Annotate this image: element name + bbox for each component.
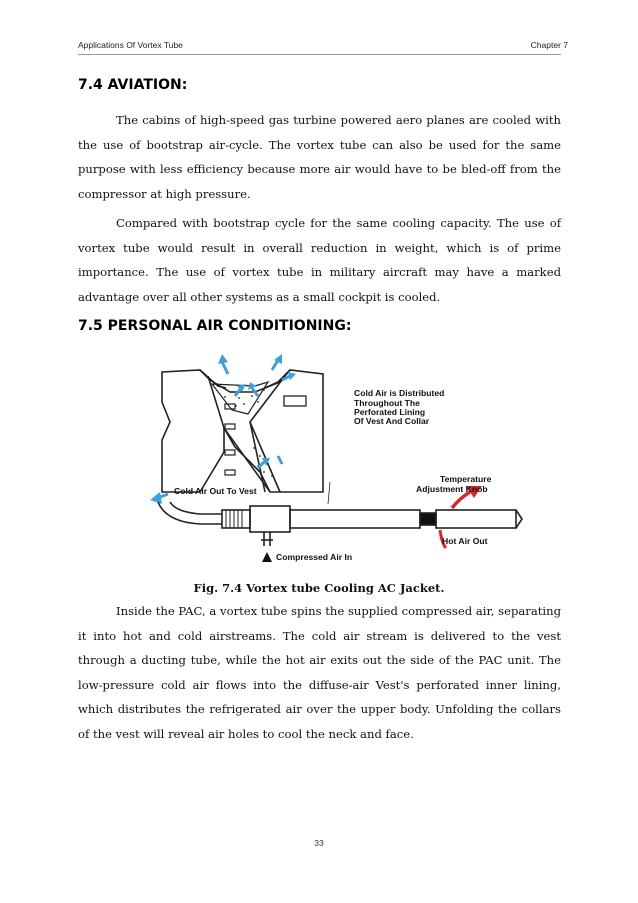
label-compressed-in: Compressed Air In bbox=[276, 552, 353, 562]
label-knob-1: Temperature bbox=[440, 474, 492, 484]
paragraph-pac-description: Inside the PAC, a vortex tube spins the supplied compressed air, separating it into hot and cold airstreams. The cold air stream is delivered to the vest through a ducting tube, while the hot air exits out the side of the PAC unit. The low-pressure cold air flows into the diffuse-air Vest's perforated inner lining, which distributes the refrigerated air over the upper body. Unfolding the collars of the vest will reveal air holes to cool the neck and face. bbox=[78, 604, 561, 741]
page-number: 33 bbox=[314, 838, 324, 848]
label-knob-2: Adjustment Knob bbox=[416, 484, 488, 494]
paragraph-aviation-2: Compared with bootstrap cycle for the same cooling capacity. The use of vortex tube would result in overall reduction in weight, which is of prime importance. The use of vortex tube in military aircraft may have a marked advantage over all other systems as a small cockpit is cooled. bbox=[78, 216, 561, 304]
header-title: Applications Of Vortex Tube bbox=[78, 40, 183, 50]
section-heading-personal-ac: 7.5 PERSONAL AIR CONDITIONING: bbox=[78, 318, 352, 334]
label-distributed-1: Cold Air is Distributed bbox=[354, 388, 445, 398]
label-distributed-4: Of Vest And Collar bbox=[354, 416, 430, 426]
header-rule bbox=[78, 54, 561, 55]
label-distributed-3: Perforated Lining bbox=[354, 407, 426, 417]
label-hot-out: Hot Air Out bbox=[442, 536, 488, 546]
figure-caption: Fig. 7.4 Vortex tube Cooling AC Jacket. bbox=[193, 581, 445, 595]
label-cold-out: Cold Air Out To Vest bbox=[174, 486, 257, 496]
paragraph-aviation-1: The cabins of high-speed gas turbine powered aero planes are cooled with the use of bootstrap air-cycle. The vortex tube can also be used for the same purpose with less efficiency because more air would have to be bled-off from the compressor at high pressure. bbox=[78, 113, 561, 201]
fitting-threads bbox=[226, 510, 242, 528]
section-heading-aviation: 7.4 AVIATION: bbox=[78, 77, 188, 93]
compressed-air-arrow bbox=[262, 552, 272, 562]
cold-air-arrows bbox=[150, 354, 296, 504]
header-chapter: Chapter 7 bbox=[530, 40, 568, 50]
vortex-tube-jacket-figure bbox=[140, 352, 550, 562]
label-distributed-2: Throughout The bbox=[354, 398, 420, 408]
